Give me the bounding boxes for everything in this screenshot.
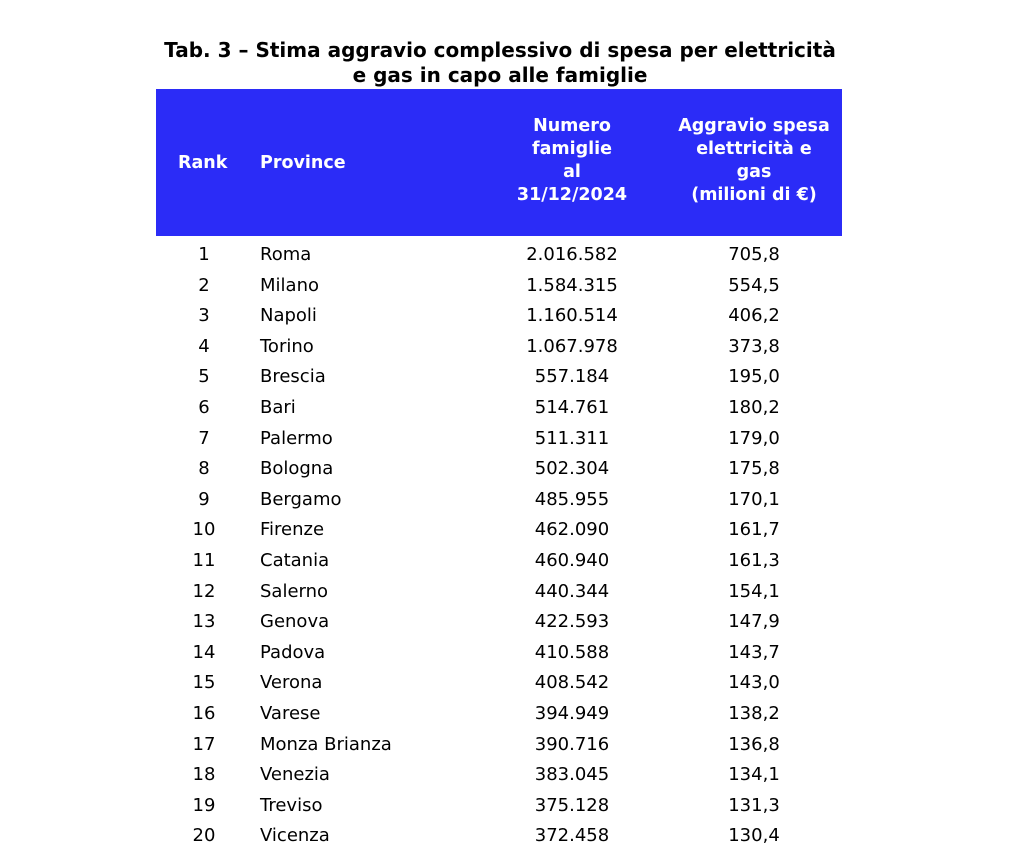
table-title-line-1: Tab. 3 – Stima aggravio complessivo di spesa per elettricità (164, 38, 836, 62)
cell-numero-famiglie: 383.045 (534, 764, 610, 786)
cell-numero-famiglie: 511.311 (534, 427, 610, 449)
table-row (156, 791, 842, 822)
cell-rank: 7 (198, 427, 210, 449)
cell-rank: 12 (192, 580, 216, 602)
header-numero-line: famiglie (531, 139, 613, 159)
cell-numero-famiglie: 375.128 (534, 794, 610, 816)
cell-rank: 13 (192, 611, 216, 633)
cell-aggravio: 138,2 (728, 702, 780, 724)
cell-aggravio: 143,7 (728, 641, 780, 663)
table-row (156, 638, 842, 669)
cell-numero-famiglie: 1.160.514 (526, 305, 618, 327)
table-row (156, 577, 842, 608)
cell-aggravio: 134,1 (728, 764, 780, 786)
cell-province: Monza Brianza (260, 733, 392, 755)
cell-province: Varese (260, 702, 321, 724)
cell-province: Firenze (260, 519, 325, 541)
table-row (156, 546, 842, 577)
cell-aggravio: 130,4 (728, 825, 780, 847)
cell-aggravio: 195,0 (728, 366, 780, 388)
cell-province: Roma (260, 244, 312, 265)
cell-numero-famiglie: 502.304 (534, 458, 610, 480)
table-row (156, 485, 842, 516)
table-row (156, 362, 842, 393)
cell-aggravio: 175,8 (728, 458, 780, 480)
cell-numero-famiglie: 1.067.978 (526, 335, 618, 357)
table-row (156, 668, 842, 699)
header-aggravio-line: gas (736, 162, 772, 182)
cell-rank: 16 (192, 702, 216, 724)
cell-aggravio: 147,9 (728, 611, 780, 633)
table-row (156, 607, 842, 638)
cell-numero-famiglie: 557.184 (534, 366, 610, 388)
cell-aggravio: 554,5 (728, 274, 780, 296)
cell-numero-famiglie: 390.716 (534, 733, 610, 755)
header-aggravio-line: elettricità e (696, 139, 812, 159)
cell-province: Genova (260, 611, 330, 633)
cell-aggravio: 154,1 (728, 580, 780, 602)
cell-numero-famiglie: 1.584.315 (526, 274, 618, 296)
header-rank: Rank (178, 153, 228, 173)
table-row (156, 821, 842, 852)
table-row (156, 332, 842, 363)
cell-province: Bologna (260, 458, 334, 480)
cell-numero-famiglie: 440.344 (534, 580, 610, 602)
table-row (156, 515, 842, 546)
cell-province: Bari (260, 396, 296, 418)
cell-rank: 10 (192, 519, 216, 541)
table-body (156, 240, 842, 852)
table-row (156, 730, 842, 761)
cell-province: Vicenza (260, 825, 330, 847)
cell-rank: 17 (192, 733, 216, 755)
cell-province: Bergamo (260, 488, 342, 510)
table-row (156, 699, 842, 730)
cell-province: Venezia (260, 764, 330, 786)
cell-province: Salerno (260, 580, 329, 602)
cell-numero-famiglie: 462.090 (534, 519, 610, 541)
cell-rank: 11 (192, 549, 216, 571)
header-aggravio-line: Aggravio spesa (678, 116, 830, 136)
cell-province: Verona (260, 672, 323, 694)
cell-rank: 18 (192, 764, 216, 786)
cell-aggravio: 131,3 (728, 794, 780, 816)
table-title (130, 38, 870, 88)
cell-numero-famiglie: 422.593 (534, 611, 610, 633)
cell-numero-famiglie: 2.016.582 (526, 244, 618, 265)
table-row (156, 424, 842, 455)
table-row (156, 301, 842, 332)
cell-rank: 14 (192, 641, 216, 663)
cell-numero-famiglie: 410.588 (534, 641, 610, 663)
cell-aggravio: 705,8 (728, 244, 780, 265)
cell-rank: 4 (198, 335, 210, 357)
cell-province: Brescia (260, 366, 326, 388)
cell-aggravio: 161,3 (728, 549, 780, 571)
header-aggravio-line: (milioni di €) (691, 185, 817, 205)
cell-province: Padova (260, 641, 326, 663)
cell-province: Napoli (260, 305, 317, 327)
cell-province: Torino (260, 335, 314, 357)
table-row (156, 454, 842, 485)
header-numero-line: Numero (533, 116, 611, 136)
table-row (156, 271, 842, 302)
cell-numero-famiglie: 514.761 (534, 396, 610, 418)
cell-rank: 15 (192, 672, 216, 694)
cell-province: Catania (260, 549, 330, 571)
cell-rank: 2 (198, 274, 210, 296)
cell-rank: 9 (198, 488, 210, 510)
cell-province: Milano (260, 274, 319, 296)
header-numero-line: al (563, 162, 581, 182)
cell-province: Palermo (260, 427, 333, 449)
table-row (156, 393, 842, 424)
cell-rank: 1 (198, 244, 210, 265)
cell-aggravio: 373,8 (728, 335, 780, 357)
table-header (156, 89, 842, 236)
cell-rank: 3 (198, 305, 210, 327)
cell-rank: 6 (198, 396, 210, 418)
header-aggravio-spesa (668, 115, 840, 207)
header-numero-famiglie (501, 115, 643, 207)
cell-rank: 19 (192, 794, 216, 816)
cell-aggravio: 161,7 (728, 519, 780, 541)
cell-numero-famiglie: 372.458 (534, 825, 610, 847)
cell-numero-famiglie: 408.542 (534, 672, 610, 694)
header-numero-line: 31/12/2024 (516, 185, 628, 205)
cell-aggravio: 170,1 (728, 488, 780, 510)
table-title-line-2: e gas in capo alle famiglie (352, 63, 648, 87)
cell-numero-famiglie: 485.955 (534, 488, 610, 510)
cell-rank: 20 (192, 825, 216, 847)
header-province: Province (260, 153, 346, 173)
cell-rank: 8 (198, 458, 210, 480)
cell-aggravio: 180,2 (728, 396, 780, 418)
cell-aggravio: 179,0 (728, 427, 780, 449)
cell-aggravio: 136,8 (728, 733, 780, 755)
cell-aggravio: 143,0 (728, 672, 780, 694)
cell-province: Treviso (260, 794, 323, 816)
cell-numero-famiglie: 394.949 (534, 702, 610, 724)
table-row (156, 760, 842, 791)
table-row (156, 240, 842, 271)
cell-aggravio: 406,2 (728, 305, 780, 327)
cell-numero-famiglie: 460.940 (534, 549, 610, 571)
cell-rank: 5 (198, 366, 210, 388)
